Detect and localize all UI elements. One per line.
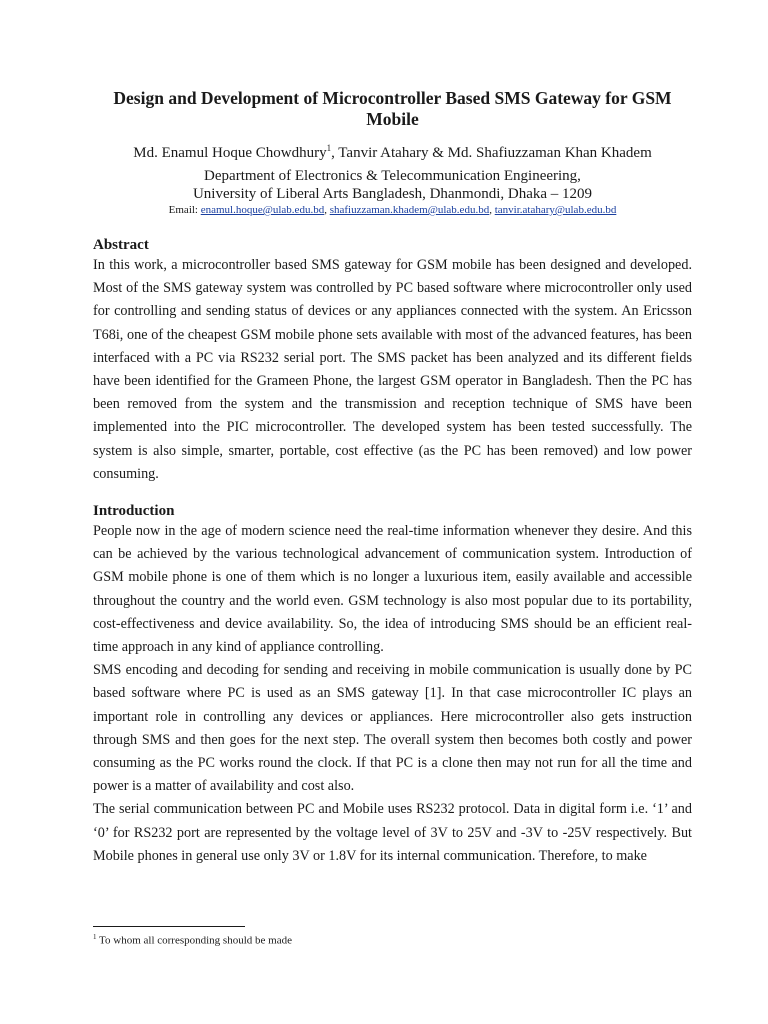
email-link-1[interactable]: enamul.hoque@ulab.edu.bd — [200, 204, 325, 216]
introduction-paragraph-3: The serial communication between PC and Mobile uses RS232 protocol. Data in digital form i.e. ‘1’ and ‘0’ for RS232 port are represented by the voltage level of 3V to 25V and -3V to -25V respectively. But Mobile phones in general use only 3V or 1.8V for its internal communication. Therefore, to make — [93, 801, 692, 864]
footnote-text: To whom all corresponding should be made — [96, 934, 292, 947]
introduction-heading: Introduction — [93, 503, 175, 520]
affiliation-university: University of Liberal Arts Bangladesh, Dhanmondi, Dhaka – 1209 — [192, 186, 593, 202]
email-label: Email: — [168, 204, 201, 216]
email-link-2[interactable]: shafiuzzaman.khadem@ulab.edu.bd — [329, 204, 490, 216]
footnote-mark: 1 — [93, 933, 97, 941]
email-separator: , — [489, 204, 495, 216]
email-separator: , — [324, 204, 330, 216]
affiliation-department: Department of Electronics & Telecommunication Engineering, — [204, 168, 581, 184]
email-line — [93, 204, 692, 217]
email-link-3[interactable]: tanvir.atahary@ulab.edu.bd — [494, 204, 617, 216]
abstract-text: In this work, a microcontroller based SMS gateway for GSM mobile has been designed and developed. Most of the SMS gateway system was controlled by PC based software where microcontroller only used for controlling and sending status of devices or any appliances connected with the system. An Ericsson T68i, one of the cheapest GSM mobile phone sets available with most of the advanced features, has been interfaced with a PC via RS232 serial port. The SMS packet has been analyzed and its different fields have been identified for the Grameen Phone, the largest GSM operator in Bangladesh. Then the PC has been removed from the system and the transmission and reception technique of SMS have been implemented into the PIC microcontroller. The developed system has been tested successfully. The system is also simple, smarter, portable, cost effective (as the PC has been removed) and low power consuming. — [93, 257, 692, 482]
abstract-heading: Abstract — [93, 237, 149, 253]
author-footnote-mark: 1 — [326, 143, 332, 153]
author-first: Md. Enamul Hoque Chowdhury — [133, 145, 327, 161]
author-list — [93, 139, 692, 162]
affiliation — [93, 167, 692, 203]
footnote — [93, 931, 292, 948]
introduction-paragraph-2: SMS encoding and decoding for sending and receiving in mobile communication is usually done by PC based software where PC is used as an SMS gateway [1]. In that case microcontroller IC plays an important role in controlling any devices or appliances. Here microcontroller also gets instruction through SMS and then goes for the next step. The overall system then becomes both costly and power consuming as the PC works round the clock. If that PC is a clone then may not run for all the time and power is a matter of availability and cost also. — [93, 662, 692, 795]
paper-title: Design and Development of Microcontroller Based SMS Gateway for GSM Mobile — [113, 88, 672, 129]
introduction-paragraph-1: People now in the age of modern science need the real-time information whenever they desire. And this can be achieved by the various technological advancement of communication system. Introduction of GSM mobile phone is one of them which is no longer a luxurious item, easily available and accessible throughout the country and the world even. GSM technology is also most popular due to its portability, cost-effectiveness and device availability. So, the idea of introducing SMS should be an efficient real-time approach in any kind of appliance controlling. — [93, 523, 692, 656]
author-rest: , Tanvir Atahary & Md. Shafiuzzaman Khan Khadem — [331, 145, 652, 161]
footnote-divider — [93, 926, 245, 927]
